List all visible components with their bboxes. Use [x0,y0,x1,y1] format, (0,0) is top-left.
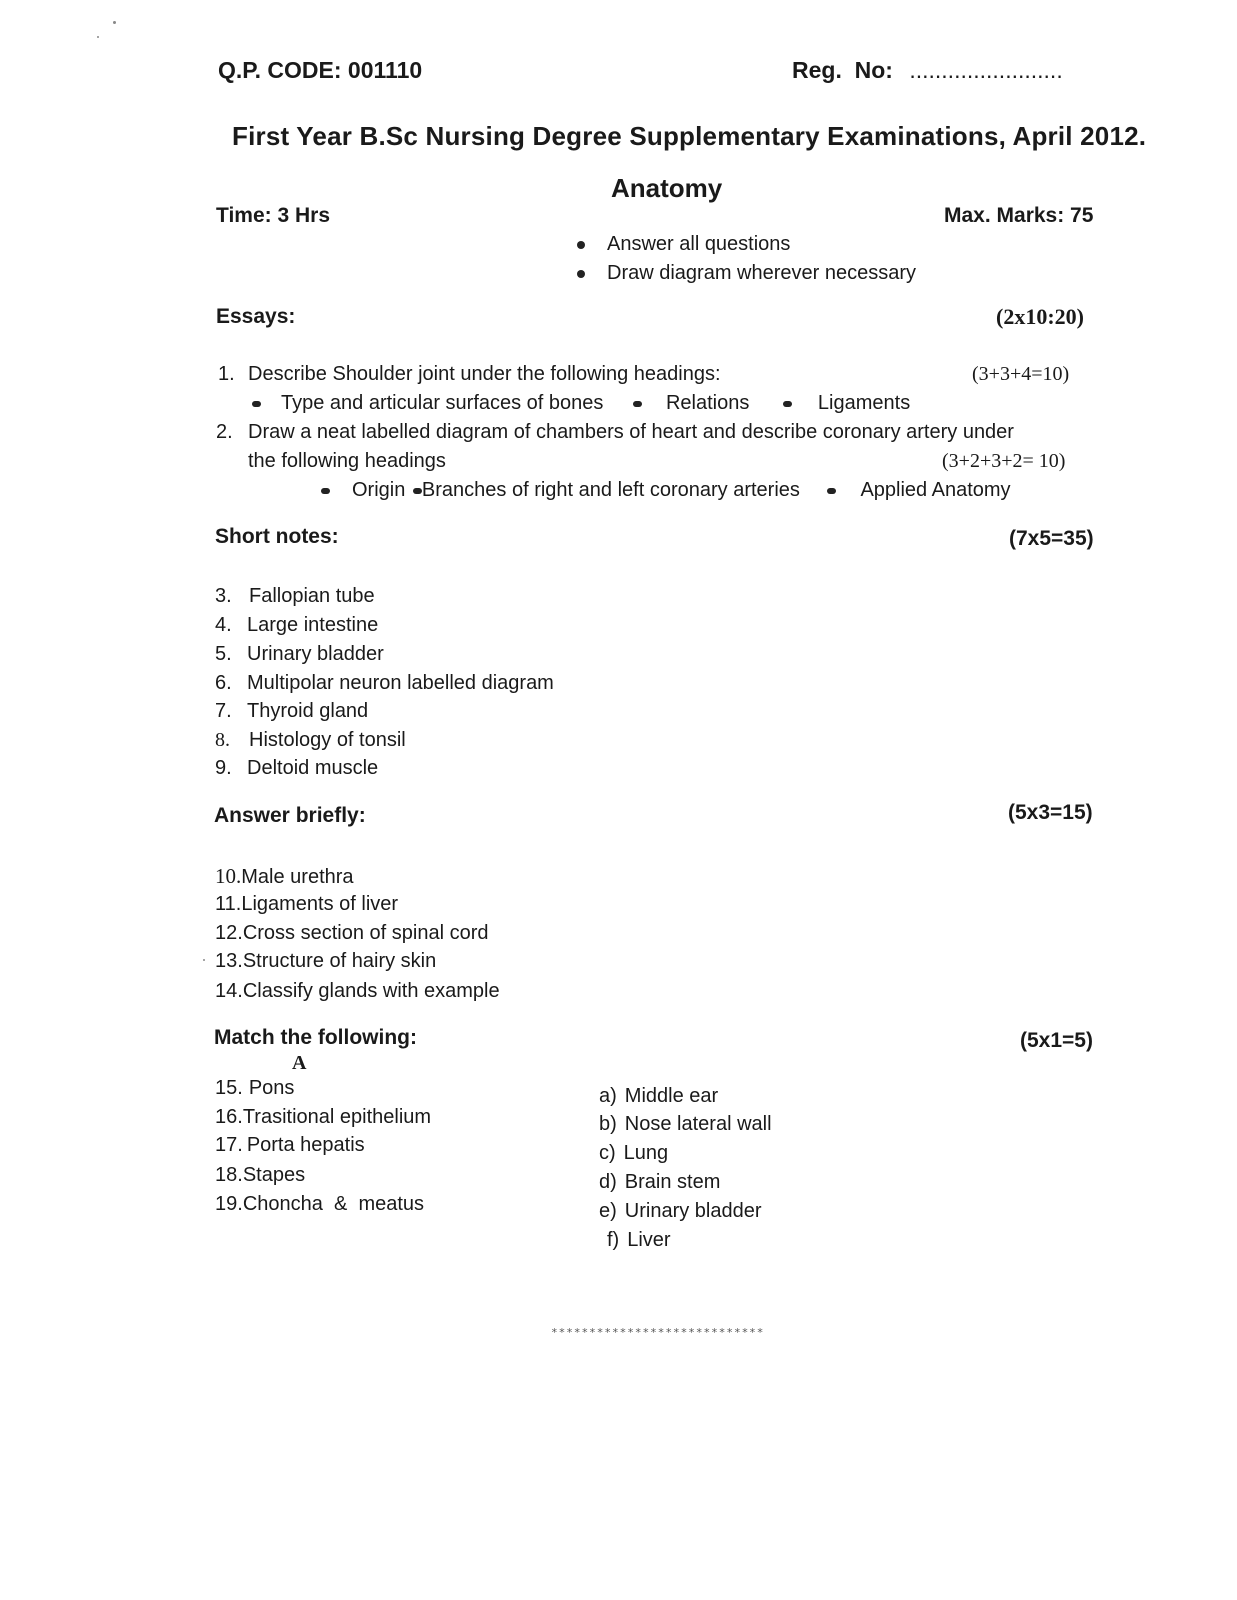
item-number: 12. [215,922,243,944]
item-text: Multipolar neuron labelled diagram [247,672,554,694]
list-item [215,980,500,1003]
item-text: Large intestine [247,614,379,636]
question-2-subheadings [321,479,1011,502]
item-text: Thyroid gland [247,700,369,722]
match-marks: (5x1=5) [1020,1029,1093,1052]
item-text: Classify glands with example [242,980,500,1002]
answer-briefly-heading: Answer briefly: [214,804,366,827]
item-text: Ligaments of liver [241,893,399,915]
qp-code: Q.P. CODE: 001110 [218,57,423,83]
time-info: Time: 3 Hrs [216,204,330,227]
match-a-item [215,1106,431,1129]
subject-title: Anatomy [611,173,723,203]
item-text: Urinary bladder [624,1200,762,1222]
item-text: Middle ear [624,1085,719,1107]
question-1-subheadings [252,392,910,415]
question-2-marks: (3+2+3+2= 10) [942,450,1066,472]
item-text: Structure of hairy skin [242,950,437,972]
item-text: Nose lateral wall [624,1113,772,1135]
item-text: Male urethra [241,866,354,888]
exam-title: First Year B.Sc Nursing Degree Supplementary Examinations, April 2012. [232,121,1147,151]
scan-speck [113,21,116,24]
match-a-item [215,1077,294,1100]
footer-stars: **************************** [551,1326,765,1339]
match-b-item [599,1200,762,1223]
item-text: Porta hepatis [246,1134,365,1156]
item-number: 9. [215,757,232,779]
subheading-origin: Origin [352,479,406,501]
list-item [215,700,368,723]
item-text: Urinary bladder [247,643,384,665]
list-item [215,950,436,973]
bullet-icon [413,488,422,494]
item-number: 8. [215,729,230,751]
question-1 [218,363,721,386]
bullet-icon [321,488,330,494]
item-number: 14. [215,980,243,1002]
match-b-item [599,1113,772,1136]
match-b-item [607,1229,671,1252]
item-text: Stapes [242,1164,306,1186]
item-letter: f) [607,1229,620,1251]
list-item [215,585,375,608]
item-text: Fallopian tube [249,585,375,607]
item-number: 18. [215,1164,243,1186]
match-a-item [215,1164,305,1187]
item-number: 19. [215,1193,243,1215]
item-letter: e) [599,1200,617,1222]
question-text: Draw a neat labelled diagram of chambers of heart and describe coronary artery under [248,421,1014,443]
question-text: Describe Shoulder joint under the following headings: [248,363,721,385]
item-number: 16. [215,1106,243,1128]
short-notes-marks: (7x5=35) [1009,527,1094,550]
list-item [215,643,384,666]
instruction-2 [577,262,916,285]
scan-speck [203,959,205,961]
bullet-icon [252,401,261,407]
essays-heading: Essays: [216,305,296,328]
question-2 [216,421,1014,444]
list-item [215,893,398,916]
essays-marks: (2x10:20) [996,304,1084,329]
match-b-item [599,1171,720,1194]
column-a-label: A [292,1052,307,1074]
item-number: 3. [215,585,232,607]
list-item [215,864,354,889]
item-number: 11. [215,893,242,915]
item-number: 10. [215,864,242,888]
item-letter: b) [599,1113,617,1135]
item-text: Deltoid muscle [247,757,379,779]
subheading-2: Relations [665,392,750,414]
list-item [215,614,378,637]
bullet-icon [827,488,836,494]
short-notes-heading: Short notes: [215,525,339,548]
match-b-item [599,1085,718,1108]
item-letter: d) [599,1171,617,1193]
bullet-icon [783,401,792,407]
item-number: 5. [215,643,232,665]
list-item [215,757,378,780]
bullet-icon [633,401,642,407]
item-text: Lung [623,1142,669,1164]
item-number: 17. [215,1134,243,1156]
question-number: 2. [216,421,233,443]
max-marks: Max. Marks: 75 [944,204,1094,227]
list-item [215,729,406,752]
item-text: Pons [248,1077,295,1099]
question-number: 1. [218,363,235,385]
subheading-1: Type and articular surfaces of bones [281,392,604,414]
match-a-item [215,1134,365,1157]
item-number: 6. [215,672,232,694]
item-text: Trasitional epithelium [242,1106,432,1128]
item-text: Liver [627,1229,671,1251]
instruction-text: Answer all questions [607,233,791,255]
instruction-text: Draw diagram wherever necessary [607,262,917,284]
bullet-icon [577,241,585,249]
list-item [215,672,554,695]
subheading-applied: Applied Anatomy [860,479,1011,501]
answer-briefly-marks: (5x3=15) [1008,801,1093,824]
item-letter: a) [599,1085,617,1107]
item-text: Histology of tonsil [249,729,406,751]
match-heading: Match the following: [214,1026,417,1049]
item-text: Choncha & meatus [242,1193,425,1215]
subheading-3: Ligaments [817,392,911,414]
reg-no-label [792,57,1063,84]
bullet-icon [577,270,585,278]
match-a-item [215,1193,424,1216]
item-text: Cross section of spinal cord [242,922,489,944]
reg-no-dots: ........................ [909,57,1063,83]
reg-label-text: Reg. No: [792,57,893,83]
instruction-1 [577,233,790,256]
question-1-marks: (3+3+4=10) [972,363,1070,385]
item-text: Brain stem [624,1171,721,1193]
item-number: 15. [215,1077,243,1099]
question-2-line2: the following headings [248,450,446,472]
item-number: 7. [215,700,232,722]
subheading-branches: Branches of right and left coronary arteries [421,479,800,501]
list-item [215,922,488,945]
item-letter: c) [599,1142,616,1164]
item-number: 13. [215,950,243,972]
item-number: 4. [215,614,232,636]
match-b-item [599,1142,668,1165]
scan-speck [97,36,99,38]
